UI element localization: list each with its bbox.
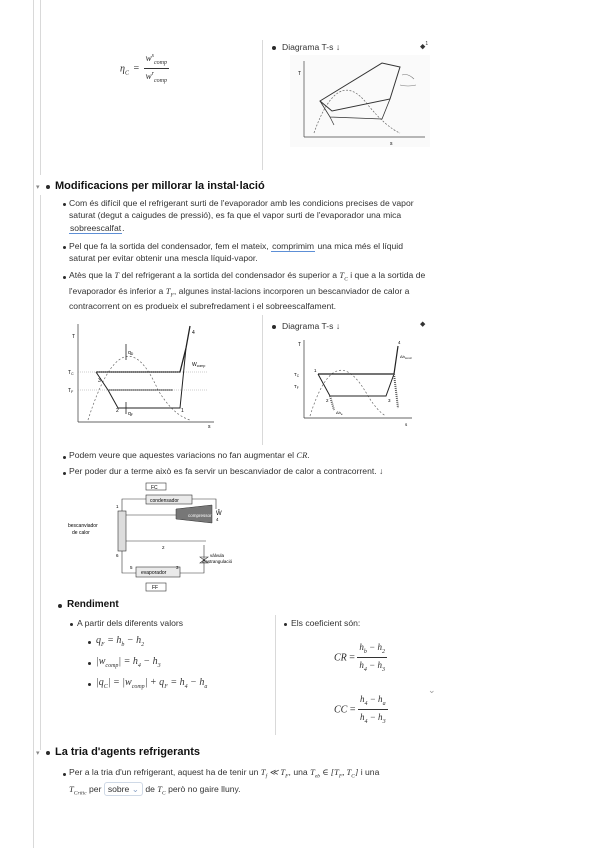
d2-qd: $q_D$ (128, 350, 134, 356)
axis-s: s (390, 141, 393, 147)
column-divider-3 (275, 615, 276, 735)
bescanviador-label: bescanviador (68, 523, 98, 529)
d3-dh-e: $\Delta h_e$ (336, 410, 343, 416)
diagram1-label[interactable]: Diagrama T-s ↓ (282, 42, 341, 52)
d3-n4: 4 (398, 340, 401, 345)
d2-n4: 4 (192, 330, 195, 336)
rendiment-right-intro: Els coeficient són: (291, 618, 361, 628)
subheading-rendiment: Rendiment (67, 599, 119, 610)
de-calor-label: de calor (72, 530, 90, 536)
bullet (284, 623, 287, 626)
d3-tf: $T_F$ (294, 384, 299, 390)
eq-wcomp: $|w_{comp}| = h_4 - h_3$ (96, 656, 161, 669)
condensador-label: condensador (150, 498, 179, 504)
tag-sobreescalfat[interactable]: sobreescalfat (70, 222, 122, 233)
d2-axis-s: s (208, 424, 211, 430)
column-divider (262, 40, 263, 170)
ts-diagram-2 (68, 320, 218, 430)
valvula-label-1: vàlvula (210, 553, 225, 558)
bullet (63, 456, 66, 459)
paragraph-bullet-5: Per poder dur a terme això es fa servir un bescanviador de calor a contracorrent. ↓ (69, 466, 384, 476)
pin-icon[interactable]: ◆ (420, 321, 426, 328)
bullet (63, 276, 66, 279)
n1: 1 (116, 504, 119, 509)
eta-formula: $\eta_C$ = $\frac{w^s_{comp}}{w^r_{comp}}$ (120, 53, 167, 85)
d2-n2: 2 (116, 408, 119, 414)
eq-qc: $|q_C| = |w_{comp}| + q_F = h_4 - h_a$ (96, 677, 208, 690)
left-rail (33, 0, 34, 848)
column-divider-2 (262, 315, 263, 445)
d3-axis-s: s (405, 422, 408, 427)
paragraph-bullet-2: Pel que fa la sortida del condensador, fem el mateix, comprimim una mica més el líquid saturat per evitar obtenir una mescla líquid-vapor. (69, 241, 403, 264)
ts-diagram-3 (290, 336, 415, 428)
d3-n1: 1 (314, 368, 317, 373)
bullet (272, 325, 276, 329)
bullet (46, 751, 50, 755)
section-toggle-icon[interactable]: ▾ (36, 750, 40, 757)
cr-formula: CR = $\frac{h_b - h_2}{h_4 - h_3}$ (334, 642, 385, 674)
diagram3-label[interactable]: Diagrama T-s ↓ (282, 321, 341, 331)
ff-label: FF (152, 585, 159, 591)
section-heading-modificacions: Modificacions per millorar la instal·lació (55, 180, 265, 192)
paragraph-bullet-1: Com és difícil que el refrigerant surti de l'evaporador amb les condicions precises de vapor saturat (degut a caigudes de pressió), es fa que el vapor surti de l'evaporador una mica sobreescalfat. (69, 198, 414, 233)
n4: 4 (216, 517, 219, 522)
d3-n3: 3 (388, 398, 391, 403)
bullet (58, 604, 62, 608)
chevron-down-icon: ⌄ (131, 783, 139, 794)
d2-tf: $T_F$ (68, 388, 74, 394)
paragraph-bullet-4: Podem veure que aquestes variacions no fan augmentar el CR. (69, 450, 310, 460)
section-toggle-icon[interactable]: ▾ (36, 184, 40, 191)
evaporador-label: evaporador (141, 570, 167, 576)
collapse-chevron-icon[interactable]: ⌄ (428, 685, 436, 695)
bullet (88, 662, 91, 665)
d3-n2: 2 (326, 398, 329, 403)
bullet (272, 46, 276, 50)
n6: 6 (116, 553, 119, 558)
rendiment-left-intro: A partir dels diferents valors (77, 618, 184, 628)
bullet (88, 641, 91, 644)
d2-wcomp: $W_{comp}$ (192, 362, 206, 368)
n5: 5 (130, 565, 133, 570)
section-heading-tria: La tria d'agents refrigerants (55, 746, 201, 758)
d3-dh-cond: $\Delta h_{cond}$ (400, 354, 412, 360)
d2-n1: 1 (181, 408, 184, 414)
ts-diagram-sketch-1 (290, 55, 430, 147)
d2-axis-t: T (72, 334, 76, 340)
cc-formula: CC = $\frac{h_4 - h_a}{h_4 - h_3}$ (334, 694, 386, 726)
select-sobre[interactable]: sobre ⌄ (104, 782, 143, 796)
d3-tc: $T_C$ (294, 372, 300, 378)
heat-exchanger-schematic (66, 481, 246, 597)
d2-qf: $q_F$ (128, 411, 133, 417)
fc-label: FC (151, 485, 158, 491)
paragraph-bullet-3: Atès que la T del refrigerant a la sortida del condensador és superior a $T_C$ i que a la sortida de l'evaporador és inferior a $T_F$, algunes instal·lacions incorporen un bescanviador de calor a contracorrent on es produeix el subrefredament i el sobreescalfament. (69, 270, 426, 312)
indent-rail (40, 0, 41, 175)
bullet (88, 683, 91, 686)
pin-icon[interactable]: ◆$^1$ (420, 41, 429, 51)
bullet (63, 203, 66, 206)
bullet (46, 185, 50, 189)
d3-axis-t: T (298, 342, 302, 348)
tag-comprimim[interactable]: comprimim (272, 241, 315, 251)
w-label: Ŵ (216, 511, 222, 517)
d2-tc: $T_C$ (68, 370, 74, 376)
bullet (70, 623, 73, 626)
bullet (63, 246, 66, 249)
valvula-label-2: d'estrangulació (202, 559, 233, 564)
bullet (63, 472, 66, 475)
n2: 2 (162, 545, 165, 550)
indent-rail-2 (40, 195, 41, 750)
eq-qf: $q_F = h_b - h_2$ (96, 635, 145, 648)
axis-t: T (298, 71, 302, 77)
n3: 3 (176, 565, 179, 570)
bullet (63, 773, 66, 776)
paragraph-tria: Per a la tria d'un refrigerant, aquest ha de tenir un $T_f$ ≪ $T_F$, una $T_{eb}$ ∈ [$T_F$, $T_C$] i una $T_{Crític}$ per sobre ⌄ de $T_C$ però no gaire lluny. (69, 767, 380, 797)
compressor-label: compressor (188, 513, 212, 518)
d2-n3: 3 (98, 378, 101, 384)
